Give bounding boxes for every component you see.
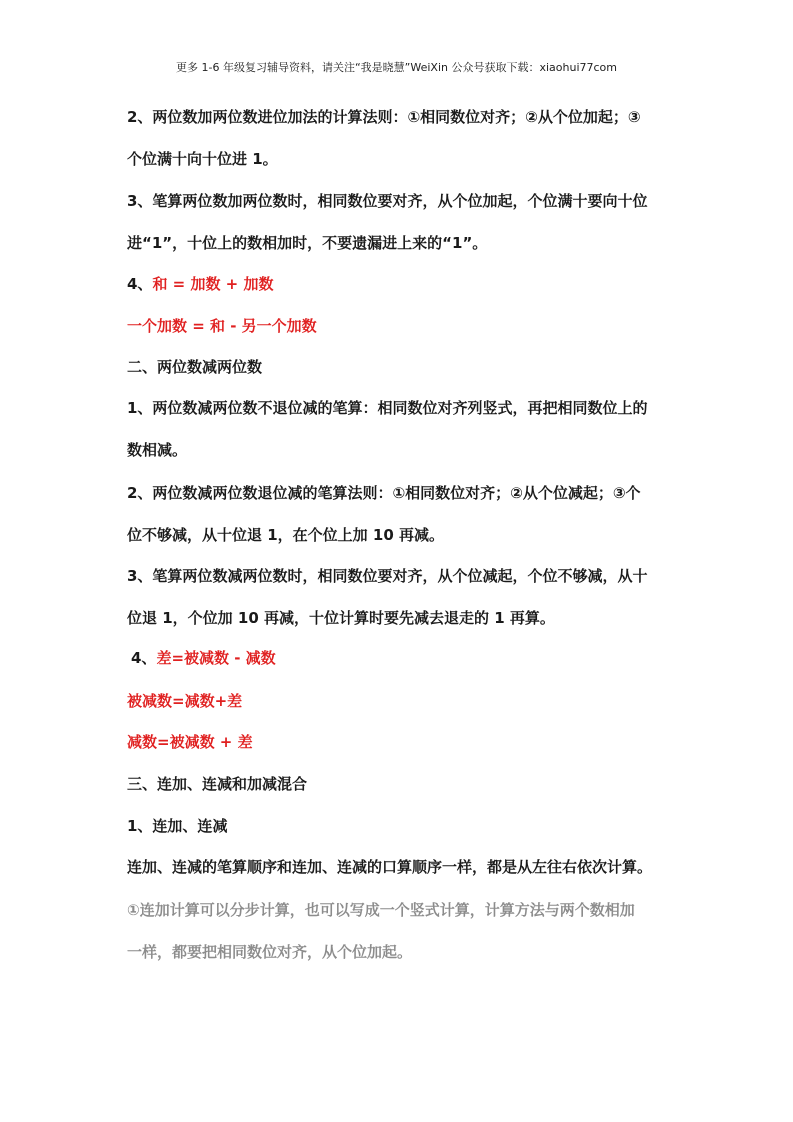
text-line: 3、笔算两位数减两位数时，相同数位要对齐，从个位减起，个位不够减，从十 [127, 567, 648, 585]
formula-addend: 一个加数 = 和 - 另一个加数 [127, 317, 317, 335]
subsection-heading: 1、连加、连减 [127, 817, 228, 835]
text-line: 位不够减，从十位退 1，在个位上加 10 再减。 [127, 526, 444, 544]
item-number: 4、 [131, 649, 157, 667]
formula-difference [131, 637, 675, 679]
rule-written-addition [127, 180, 671, 264]
section-heading-mixed: 三、连加、连减和加减混合 [127, 775, 308, 793]
text-line: 数相减。 [127, 441, 188, 459]
text-line: 进“1”，十位上的数相加时，不要遗漏进上来的“1”。 [127, 234, 488, 252]
formula-subtrahend: 减数=被减数 + 差 [127, 733, 253, 751]
item-number: 4、 [127, 275, 153, 293]
formula-sum [127, 263, 671, 305]
formula-minuend: 被减数=减数+差 [127, 692, 243, 710]
rule-addition-carry [127, 96, 671, 180]
text-line: 一样，都要把相同数位对齐，从个位加起。 [127, 943, 413, 961]
difference-formula: 差=被减数 - 减数 [156, 649, 276, 667]
text-line: 1、两位数减两位数不退位减的笔算：相同数位对齐列竖式，再把相同数位上的 [127, 399, 648, 417]
note-continuous-addition [127, 889, 671, 973]
rule-subtraction-borrow [127, 472, 671, 556]
text-line: 位退 1，个位加 10 再减，十位计算时要先减去退走的 1 再算。 [127, 609, 555, 627]
page-header: 更多 1-6 年级复习辅导资料，请关注“我是晓慧”WeiXin 公众号获取下载：xiaohui77com [176, 61, 617, 74]
text-line: 3、笔算两位数加两位数时，相同数位要对齐，从个位加起，个位满十要向十位 [127, 192, 648, 210]
text-line: 2、两位数加两位数进位加法的计算法则：①相同数位对齐；②从个位加起；③ [127, 108, 641, 126]
sum-formula: 和 = 加数 + 加数 [152, 275, 274, 293]
rule-calc-order: 连加、连减的笔算顺序和连加、连减的口算顺序一样，都是从左往右依次计算。 [127, 858, 653, 876]
rule-subtraction-no-borrow [127, 387, 671, 471]
rule-written-subtraction [127, 555, 671, 639]
section-heading-subtraction: 二、两位数减两位数 [127, 358, 263, 376]
text-line: 2、两位数减两位数退位减的笔算法则：①相同数位对齐；②从个位减起；③个 [127, 484, 641, 502]
text-line: 个位满十向十位进 1。 [127, 150, 278, 168]
text-line: ①连加计算可以分步计算，也可以写成一个竖式计算，计算方法与两个数相加 [127, 901, 635, 919]
